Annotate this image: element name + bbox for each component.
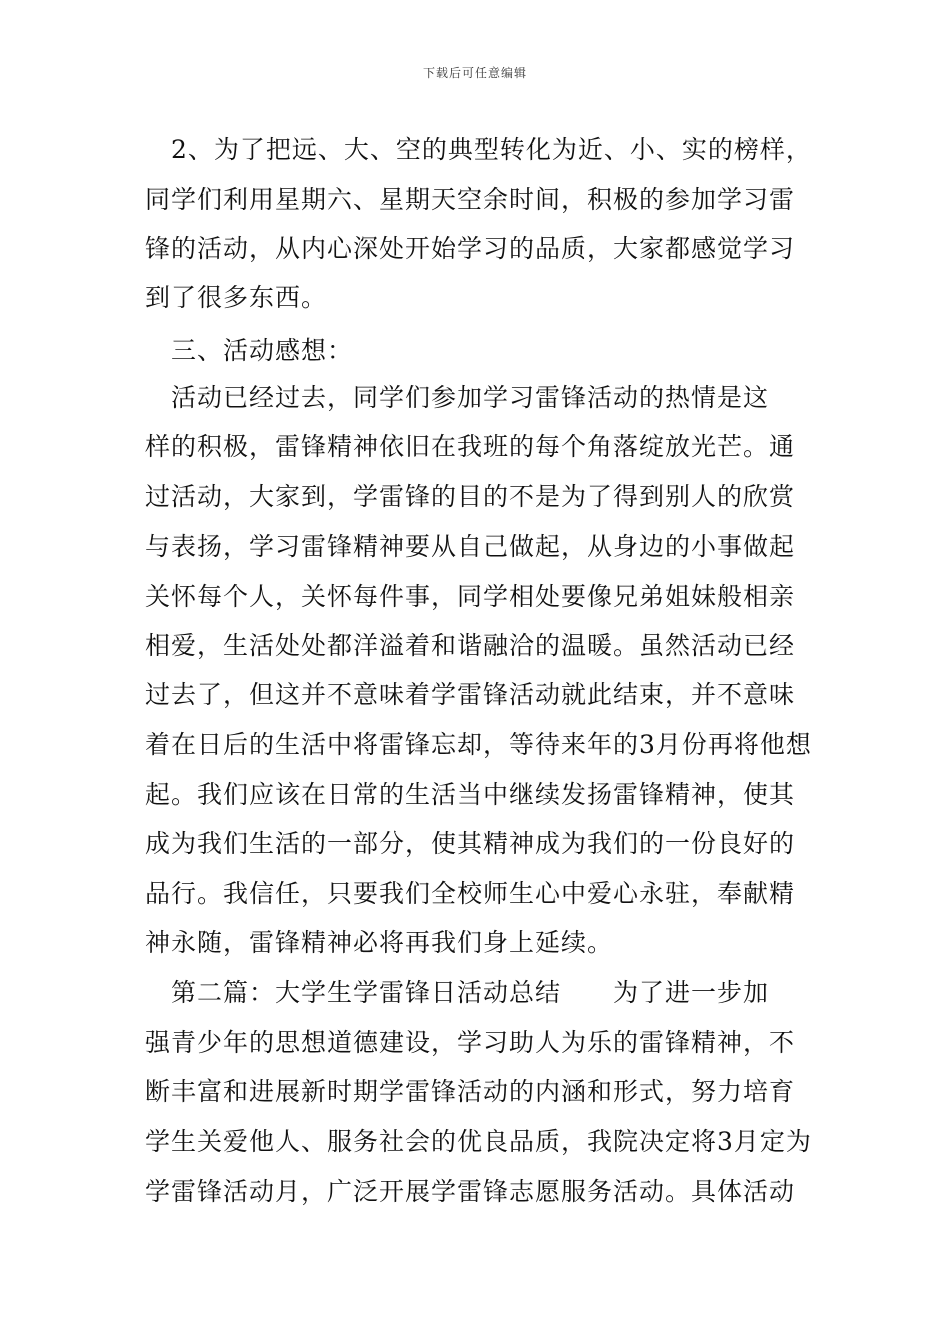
text-line-9: 与表扬，学习雷锋精神要从自己做起，从身边的小事做起: [145, 532, 796, 561]
text-line-15: 成为我们生活的一部分，使其精神成为我们的一份良好的: [145, 829, 796, 858]
text-line-10: 关怀每个人，关怀每件事，同学相处要像兄弟姐妹般相亲: [145, 582, 796, 611]
text-line-4: 到了很多东西。: [145, 283, 328, 312]
text-line-13: 着在日后的生活中将雷锋忘却，等待来年的3月份再将他想: [145, 730, 812, 759]
text-line-3: 锋的活动，从内心深处开始学习的品质，大家都感觉学习: [145, 234, 796, 263]
text-line-7: 样的积极，雷锋精神依旧在我班的每个角落绽放光芒。通: [145, 432, 796, 461]
text-line-6: 活动已经过去，同学们参加学习雷锋活动的热情是这: [145, 383, 770, 412]
page-header: 下载后可任意编辑: [422, 66, 527, 80]
text-line-18: 第二篇：大学生学雷锋日活动总结 为了进一步加: [145, 978, 770, 1007]
text-line-11: 相爱，生活处处都洋溢着和谐融洽的温暖。虽然活动已经: [145, 631, 796, 660]
text-line-17: 神永随，雷锋精神必将再我们身上延续。: [145, 928, 614, 957]
text-line-16: 品行。我信任，只要我们全校师生心中爱心永驻，奉献精: [145, 879, 796, 908]
text-line-21: 学生关爱他人、服务社会的优良品质，我院决定将3月定为: [145, 1127, 812, 1156]
text-line-12: 过去了，但这并不意味着学雷锋活动就此结束，并不意味: [145, 680, 796, 709]
text-line-22: 学雷锋活动月，广泛开展学雷锋志愿服务活动。具体活动: [145, 1177, 796, 1206]
section-heading: 三、活动感想：: [145, 336, 354, 365]
text-line-19: 强青少年的思想道德建设，学习助人为乐的雷锋精神，不: [145, 1028, 796, 1057]
text-line-8: 过活动，大家到，学雷锋的目的不是为了得到别人的欣赏: [145, 482, 796, 511]
text-line-1: 2、为了把远、大、空的典型转化为近、小、实的榜样，: [145, 135, 812, 164]
text-line-20: 断丰富和进展新时期学雷锋活动的内涵和形式，努力培育: [145, 1077, 796, 1106]
text-line-14: 起。我们应该在日常的生活当中继续发扬雷锋精神，使其: [145, 780, 796, 809]
text-line-2: 同学们利用星期六、星期天空余时间，积极的参加学习雷: [145, 185, 796, 214]
